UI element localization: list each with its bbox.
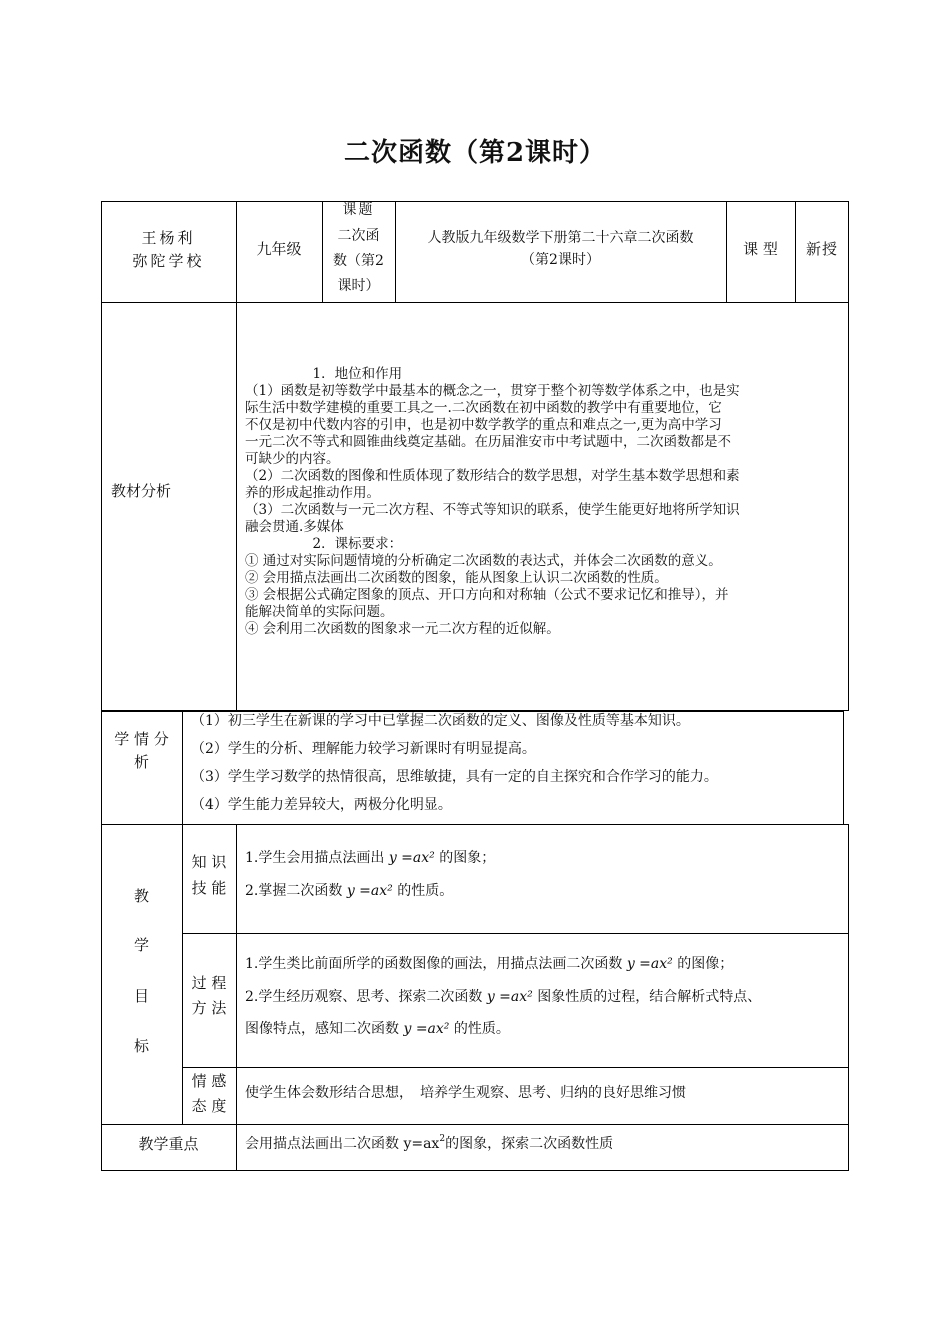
knowledge-label-2: 技 能 [191, 879, 227, 897]
learner-analysis-list [191, 707, 841, 819]
formula: y =ax² [486, 989, 533, 1005]
topic-line-1: 二次函 [337, 228, 380, 244]
topic-label: 课题 [342, 202, 375, 218]
process-item-1: 1.学生类比前面所学的函数图像的画法，用描点法画二次函数 y =ax² 的图像； [245, 956, 734, 972]
objectives-label-char: 标 [133, 1037, 149, 1055]
analysis-line: 1．地位和作用 [245, 366, 403, 382]
knowledge-item-2: 2.掌握二次函数 y =ax² 的性质。 [245, 883, 454, 899]
formula: y =ax² [626, 956, 673, 972]
analysis-line: 能解决简单的实际问题。 [245, 604, 394, 620]
analysis-line: 养的形成起推动作用。 [245, 485, 380, 501]
emotion-text: 使学生体会数形结合思想， 培养学生观察、思考、归纳的良好思维习惯 [245, 1085, 686, 1101]
analysis-line: ③ 会根据公式确定图象的顶点、开口方向和对称轴（公式不要求记忆和推导），并 [245, 587, 729, 603]
textbook-line-2: （第2课时） [521, 252, 600, 268]
formula: y =ax² [403, 1021, 450, 1037]
list-item: （1）初三学生在新课的学习中已掌握二次函数的定义、图像及性质等基本知识。 [191, 713, 690, 729]
analysis-line: 一元二次不等式和圆锥曲线奠定基础。在历届淮安市中考试题中，二次函数都是不 [245, 434, 731, 450]
list-item: （4）学生能力差异较大，两极分化明显。 [191, 797, 452, 813]
lesson-type-label: 课 型 [743, 240, 778, 258]
analysis-line: 可缺少的内容。 [245, 451, 340, 467]
analysis-line: ② 会用描点法画出二次函数的图象，能从图象上认识二次函数的性质。 [245, 570, 668, 586]
emotion-label-2: 态 度 [191, 1097, 227, 1115]
list-item: （2）学生的分析、理解能力较学习新课时有明显提高。 [191, 741, 536, 757]
lesson-type-value: 新授 [805, 240, 838, 258]
objectives-label-char: 教 [133, 887, 149, 905]
analysis-line: 融会贯通.多媒体 [245, 519, 344, 535]
analysis-line: 不仅是初中代数内容的引申，也是初中数学教学的重点和难点之一,更为高中学习 [245, 417, 722, 433]
page-title: 二次函数（第2课时） [343, 138, 607, 168]
grade: 九年级 [256, 240, 302, 258]
teacher-name: 王杨利 [141, 229, 196, 247]
emotion-label-1: 情 感 [191, 1072, 227, 1090]
process-label-1: 过 程 [191, 974, 227, 992]
school-name: 弥陀学校 [132, 252, 205, 270]
textbook-analysis-label: 教材分析 [111, 482, 172, 500]
formula: y =ax² [388, 850, 435, 866]
analysis-line: （2）二次函数的图像和性质体现了数形结合的数学思想，对学生基本数学思想和素 [245, 468, 740, 484]
analysis-line: ① 通过对实际问题情境的分析确定二次函数的表达式，并体会二次函数的意义。 [245, 553, 722, 569]
learner-analysis-label-1: 学 情 分 [114, 730, 169, 748]
topic-line-3: 课时） [337, 278, 380, 294]
knowledge-label-1: 知 识 [191, 853, 227, 871]
formula: y =ax² [346, 883, 393, 899]
objectives-label-char: 目 [133, 987, 149, 1005]
textbook-line-1: 人教版九年级数学下册第二十六章二次函数 [427, 230, 694, 246]
objectives-label-char: 学 [133, 936, 149, 954]
key-point-label: 教学重点 [138, 1135, 199, 1153]
process-item-2: 2.学生经历观察、思考、探索二次函数 y =ax² 图象性质的过程，结合解析式特点、 [245, 989, 762, 1005]
list-item: （3）学生学习数学的热情很高，思维敏捷，具有一定的自主探究和合作学习的能力。 [191, 769, 718, 785]
analysis-line: 2．课标要求： [245, 536, 403, 552]
analysis-line: （3）二次函数与一元二次方程、不等式等知识的联系，使学生能更好地将所学知识 [245, 502, 740, 518]
knowledge-item-1: 1.学生会用描点法画出 y =ax² 的图象； [245, 850, 496, 866]
analysis-line: 际生活中数学建模的重要工具之一.二次函数在初中函数的教学中有重要地位，它 [245, 400, 722, 416]
analysis-line: （1）函数是初等数学中最基本的概念之一，贯穿于整个初等数学体系之中，也是实 [245, 383, 740, 399]
learner-analysis-label-2: 析 [133, 753, 149, 771]
process-item-2-continued: 图像特点，感知二次函数 y =ax² 的性质。 [245, 1021, 510, 1037]
analysis-line: ④ 会利用二次函数的图象求一元二次方程的近似解。 [245, 621, 560, 637]
topic-line-2: 数（第2 [333, 253, 384, 269]
key-point-text: 会用描点法画出二次函数 $y=ax^2$的图象，探索二次函数性质 [245, 1134, 614, 1152]
process-label-2: 方 法 [191, 999, 227, 1017]
textbook-analysis-text [245, 366, 845, 638]
